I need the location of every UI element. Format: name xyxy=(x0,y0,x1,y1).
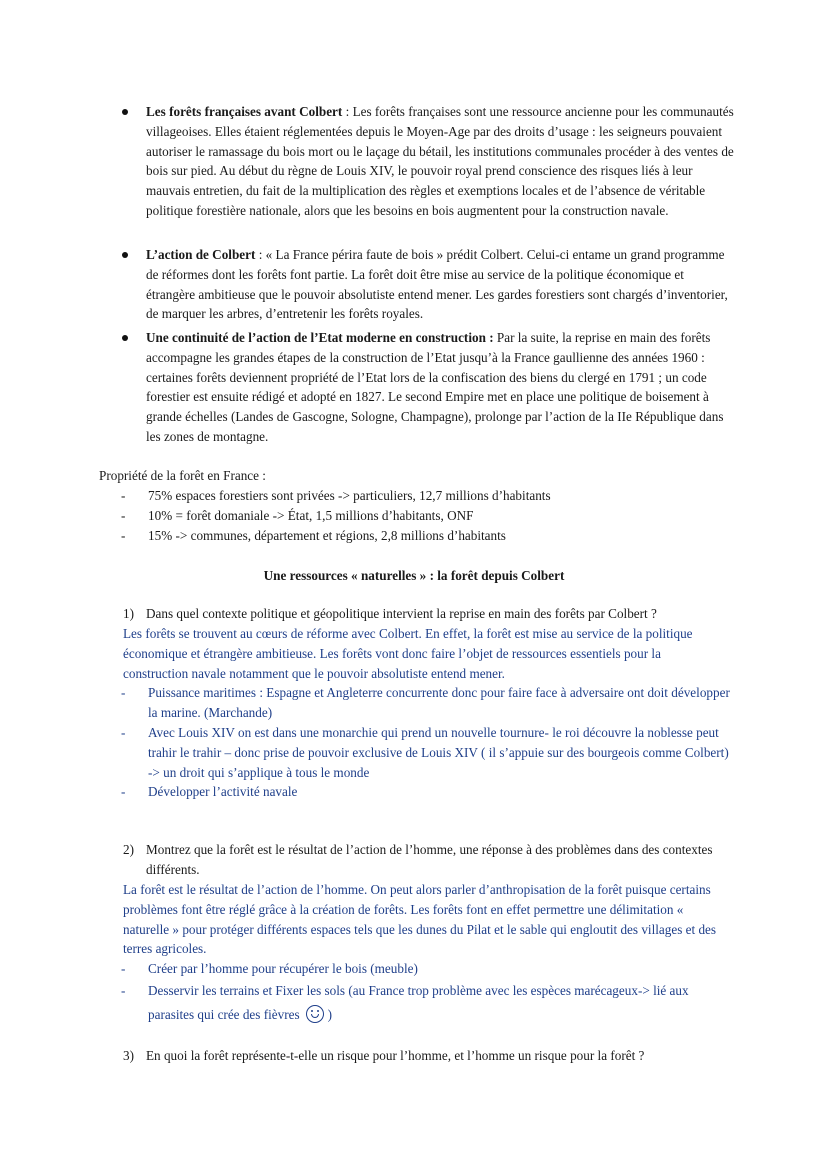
question-text: Dans quel contexte politique et géopolitique intervient la reprise en main des forêts par Colbert ? xyxy=(146,606,657,621)
list-item-text: Développer l’activité navale xyxy=(148,784,298,799)
list-item xyxy=(121,979,736,1027)
list-item-text-end: ) xyxy=(327,1007,332,1022)
list-item-text: 15% -> communes, département et régions, 2,8 millions d’habitants xyxy=(148,528,506,543)
dash-marker: - xyxy=(121,961,126,976)
bullet-heading: Les forêts françaises avant Colbert xyxy=(146,104,343,119)
list-item xyxy=(121,526,748,546)
dash-marker: - xyxy=(121,725,126,740)
dash-marker: - xyxy=(121,685,126,700)
bullet-paragraph xyxy=(146,102,736,221)
list-item-text: Puissance maritimes : Espagne et Angleterre concurrente donc pour faire face à adversaire ont doit développer la marine. (Marchande) xyxy=(148,685,730,720)
smiley-icon xyxy=(306,1005,324,1023)
list-item-text: 10% = forêt domaniale -> État, 1,5 millions d’habitants, ONF xyxy=(148,508,474,523)
answer-paragraph: La forêt est le résultat de l’action de l’homme. On peut alors parler d’anthropisation de la forêt puisque certains problèmes font être réglé grâce à la création de forêts. Les forêts font en effet permettre une délimitation « naturelle » pour protéger différents espaces tels que les dunes du Pilat et le sable qui engloutit des villages et des terres agricoles. xyxy=(123,882,717,957)
list-item xyxy=(121,959,748,979)
question-number: 3) xyxy=(123,1048,134,1063)
list-item-text: Desservir les terrains et Fixer les sols (au France trop problème avec les espèces marécageux-> lié aux parasites qui crée des fièvres xyxy=(148,983,689,1022)
dash-marker: - xyxy=(121,528,126,543)
dash-marker: - xyxy=(121,508,126,523)
bullet-dot-icon xyxy=(122,109,128,115)
bullet-paragraph xyxy=(146,328,736,447)
propriete-heading: Propriété de la forêt en France : xyxy=(99,468,266,483)
bullet-dot-icon xyxy=(122,335,128,341)
list-item-text: Avec Louis XIV on est dans une monarchie qui prend un nouvelle tournure- le roi découvre la noblesse peut trahir le trahir – donc prise de pouvoir exclusive de Louis XIV ( il s’appuie sur des bourgeois comme Colbert) -> un droit qui s’applique à tous le monde xyxy=(148,725,729,780)
question-text: Montrez que la forêt est le résultat de l’action de l’homme, une réponse à des problèmes dans des contextes différents. xyxy=(146,842,713,877)
list-item-text: 75% espaces forestiers sont privées -> particuliers, 12,7 millions d’habitants xyxy=(148,488,551,503)
list-item xyxy=(121,506,748,526)
question-number: 1) xyxy=(123,606,134,621)
bullet-body: Par la suite, la reprise en main des forêts accompagne les grandes étapes de la construction de l’Etat jusqu’à la France gaullienne des années 1960 : certaines forêts deviennent propriété de l’Etat lors de la confiscation des biens du clergé en 1791 ; un code forestier est ensuite rédigé et adopté en 1827. Le second Empire met en place une politique de boisement à grande échelles (Landes de Gascogne, Sologne, Champagne), prolonge par l’action de la IIe République dans les zones de montagne. xyxy=(146,330,724,444)
question-text: En quoi la forêt représente-t-elle un risque pour l’homme, et l’homme un risque pour la forêt ? xyxy=(146,1048,645,1063)
bullet-body: : Les forêts françaises sont une ressource ancienne pour les communautés villageoises. Elles étaient réglementées depuis le Moyen-Age par des droits d’usage : les seigneurs pouvaient autoriser le ramassage du bois mort ou le laçage du bétail, les institutions communales procéder à des ventes de bois sur pied. Au début du règne de Louis XIV, le pouvoir royal prend conscience des risques liés à leur mauvais entretien, du fait de la multiplication des règles et exemptions locales et de l’absence de véritable politique forestière nationale, alors que les besoins en bois augmentent pour la construction navale. xyxy=(146,104,734,218)
section-title: Une ressources « naturelles » : la forêt depuis Colbert xyxy=(263,568,565,583)
bullet-heading: L’action de Colbert xyxy=(146,247,256,262)
answer-paragraph: Les forêts se trouvent au cœurs de réforme avec Colbert. En effet, la forêt est mise au service de la politique économique et étrangère ambitieuse. Les forêts vont donc faire l’objet de ressources essentiels pour la construction navale notamment que le pouvoir absolutiste entend mener. xyxy=(123,626,693,681)
bullet-heading: Une continuité de l’action de l’Etat moderne en construction : xyxy=(146,330,494,345)
list-item xyxy=(121,683,736,723)
question-number: 2) xyxy=(123,842,134,857)
list-item xyxy=(121,486,748,506)
list-item xyxy=(121,782,748,802)
dash-marker: - xyxy=(121,784,126,799)
dash-marker: - xyxy=(121,488,126,503)
dash-marker: - xyxy=(121,983,126,998)
list-item xyxy=(121,723,736,782)
bullet-dot-icon xyxy=(122,252,128,258)
bullet-body: : « La France périra faute de bois » prédit Colbert. Celui-ci entame un grand programme de réformes dont les forêts font partie. La forêt doit être mise au service de la politique économique et étrangère ambitieuse que le pouvoir absolutiste entend mener. Les gardes forestiers sont chargés d’inventorier, de marquer les arbres, d’entretenir les forêts royales. xyxy=(146,247,728,322)
list-item-text: Créer par l’homme pour récupérer le bois (meuble) xyxy=(148,961,418,976)
bullet-paragraph xyxy=(146,245,736,324)
